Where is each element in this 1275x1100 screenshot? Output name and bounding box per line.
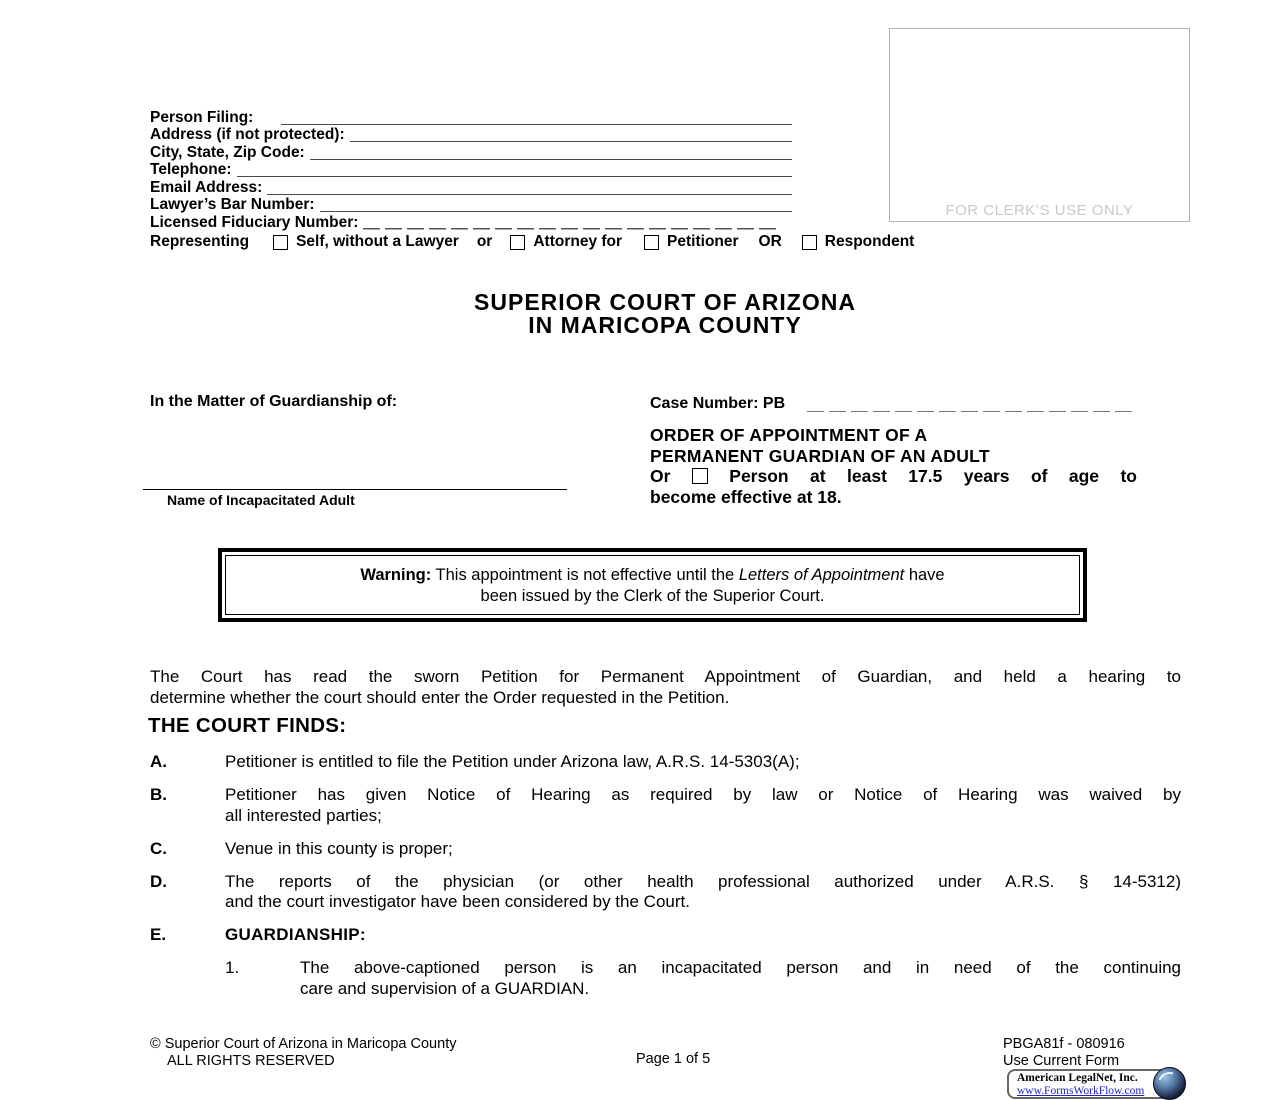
case-number-blank-line[interactable] [807, 400, 1137, 412]
finding-c [150, 839, 1181, 860]
field-row-person-filing [150, 108, 792, 126]
finding-d-line2: and the court investigator have been considered by the Court. [225, 892, 690, 911]
case-number-label: Case Number: PB [650, 395, 786, 412]
petitioner-option-label: Petitioner [667, 233, 739, 250]
respondent-option-label: Respondent [824, 233, 915, 250]
bar-number-blank-line[interactable] [320, 199, 792, 212]
american-legalnet-badge [1007, 1069, 1170, 1099]
telephone-label: Telephone: [150, 161, 232, 178]
caption-right-column [650, 393, 1137, 507]
footer-rights: ALL RIGHTS RESERVED [167, 1052, 335, 1069]
court-title-line1: SUPERIOR COURT OF ARIZONA [474, 289, 856, 315]
telephone-blank-line[interactable] [237, 164, 792, 177]
email-label: Email Address: [150, 178, 263, 196]
or-conjunction-caps: OR [758, 233, 782, 250]
minor-person-option-line2: become effective at 18. [650, 486, 842, 507]
finding-c-letter: C. [150, 838, 167, 858]
warning-line2: been issued by the Clerk of the Superior Court. [480, 587, 825, 605]
intro-paragraph [150, 667, 1181, 708]
warning-text-1: This appointment is not effective until the [431, 566, 739, 584]
order-title-line2: PERMANENT GUARDIAN OF AN ADULT [650, 445, 990, 466]
guardianship-item-1-line2: care and supervision of a GUARDIAN. [300, 978, 590, 998]
address-label: Address (if not protected): [150, 126, 345, 143]
field-row-fiduciary-number [150, 213, 792, 231]
footer-copyright-block [150, 1036, 456, 1069]
finding-b-line1: Petitioner has given Notice of Hearing as required by law or Notice of Hearing was waived by [225, 785, 1181, 804]
finding-b [150, 785, 1181, 826]
address-blank-line[interactable] [350, 129, 792, 142]
finding-d-line1: The reports of the physician (or other health professional authorized under A.R.S. § 14-5312) [225, 871, 1181, 891]
bar-number-label: Lawyer’s Bar Number: [150, 196, 315, 213]
representing-label: Representing [150, 233, 250, 250]
footer-form-block [1003, 1036, 1125, 1069]
field-row-email [150, 178, 792, 196]
finding-d [150, 872, 1181, 913]
filing-fields-block [150, 108, 792, 231]
warning-box [218, 548, 1087, 622]
clerk-use-box [889, 28, 1190, 222]
footer-page-number: Page 1 of 5 [636, 1051, 711, 1067]
attorney-option-label: Attorney for [533, 233, 623, 250]
guardianship-item-1-text [300, 958, 1181, 999]
matter-of-guardianship-label: In the Matter of Guardianship of: [150, 393, 398, 410]
clerk-use-label: FOR CLERK’S USE ONLY [945, 202, 1134, 219]
finding-d-text [225, 872, 1181, 913]
footer-form-code: PBGA81f - 080916 [1003, 1036, 1125, 1052]
finding-e [150, 925, 1181, 946]
finding-d-letter: D. [150, 871, 167, 891]
respondent-checkbox[interactable] [802, 235, 817, 250]
petitioner-checkbox[interactable] [644, 235, 659, 250]
or-prefix: Or [650, 466, 671, 486]
finding-a-text: Petitioner is entitled to file the Petition under Arizona law, A.R.S. 14-5303(A); [225, 752, 800, 771]
order-title [650, 425, 1137, 466]
guardianship-item-1 [225, 958, 1181, 999]
fiduciary-number-label: Licensed Fiduciary Number: [150, 213, 359, 231]
finding-b-letter: B. [150, 785, 167, 804]
formsworkflow-link[interactable]: www.FormsWorkFlow.com [1017, 1085, 1145, 1097]
finding-b-line2: all interested parties; [225, 805, 382, 825]
self-option-label: Self, without a Lawyer [296, 233, 459, 250]
finding-a [150, 752, 1181, 773]
warning-box-inner [225, 555, 1080, 615]
finding-b-text [225, 785, 1181, 826]
warning-bold: Warning: [360, 566, 432, 584]
representing-row [150, 233, 914, 251]
finding-e-letter: E. [150, 925, 167, 944]
field-row-bar-number [150, 196, 792, 214]
city-state-zip-blank-line[interactable] [310, 147, 792, 160]
footer-copyright: © Superior Court of Arizona in Maricopa County [150, 1036, 457, 1052]
field-row-telephone [150, 161, 792, 179]
field-row-city-state-zip [150, 143, 792, 161]
court-finds-heading: THE COURT FINDS: [148, 714, 347, 737]
court-title-line2: IN MARICOPA COUNTY [528, 312, 802, 338]
person-filing-blank-line[interactable] [281, 112, 792, 125]
email-blank-line[interactable] [267, 182, 792, 195]
warning-italic: Letters of Appointment [738, 566, 905, 584]
footer-form-note: Use Current Form [1003, 1052, 1120, 1069]
or-conjunction: or [476, 233, 493, 250]
warning-line1 [226, 565, 1079, 586]
warning-text-2: have [904, 566, 945, 584]
person-175-checkbox[interactable] [692, 468, 708, 484]
finding-c-text: Venue in this county is proper; [225, 838, 453, 858]
attorney-checkbox[interactable] [510, 235, 525, 250]
finding-a-letter: A. [150, 752, 167, 771]
legalnet-globe-icon [1153, 1067, 1186, 1100]
case-number-row [650, 393, 1137, 413]
field-row-address [150, 126, 792, 144]
fiduciary-number-blank-line[interactable] [363, 218, 777, 230]
order-title-line1: ORDER OF APPOINTMENT OF A [650, 425, 928, 445]
minor-person-option-line [650, 466, 1137, 487]
intro-line2: determine whether the court should enter the Order requested in the Petition. [150, 687, 730, 707]
finding-e-text: GUARDIANSHIP: [225, 925, 366, 944]
guardianship-item-1-line1: The above-captioned person is an incapacitated person and in need of the continuing [300, 958, 1181, 977]
incapacitated-adult-name-line[interactable] [143, 489, 567, 490]
person-filing-label: Person Filing: [150, 108, 254, 126]
incapacitated-adult-caption: Name of Incapacitated Adult [167, 492, 355, 508]
self-checkbox[interactable] [273, 235, 288, 250]
person-175-text: Person at least 17.5 years of age to [729, 466, 1137, 486]
court-title [150, 291, 1180, 337]
american-legalnet-company: American LegalNet, Inc. [1017, 1072, 1138, 1084]
findings-list [150, 752, 1181, 1012]
guardianship-item-1-number: 1. [225, 958, 240, 977]
city-state-zip-label: City, State, Zip Code: [150, 143, 305, 161]
intro-line1: The Court has read the sworn Petition for Permanent Appointment of Guardian, and held a hearing to [150, 667, 1181, 686]
